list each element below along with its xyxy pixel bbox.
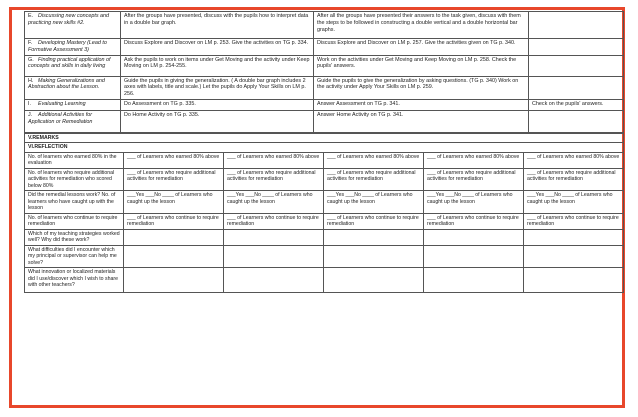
reflection-cell[interactable]: ___Yes ___No ____ of Learners who caught up the lesson — [524, 191, 624, 214]
reflection-question: No. of learners who earned 80% in the evaluation — [25, 152, 124, 168]
procedure-cell-c2: Answer Assessment on TG p. 341. — [314, 99, 529, 110]
reflection-cell[interactable]: ___ of Learners who continue to require remediation — [324, 213, 424, 229]
reflection-cell[interactable]: ___ of Learners who continue to require remediation — [224, 213, 324, 229]
reflection-row — [25, 168, 624, 191]
procedure-cell-c2: After all the groups have presented their answers to the task given, discuss with them the steps to be followed in constructing a double vertical and a double horizontal bar graphs. — [314, 12, 529, 39]
procedure-label — [25, 39, 121, 56]
procedure-cell-c3 — [529, 110, 624, 132]
reflection-cell[interactable]: ___ of Learners who continue to require remediation — [124, 213, 224, 229]
procedure-row — [25, 99, 624, 110]
procedure-cell-c3 — [529, 55, 624, 76]
procedure-label-text: Additional Activities for Application or Remediation — [28, 111, 93, 125]
reflection-cell[interactable] — [524, 245, 624, 268]
procedure-cell-c3 — [529, 39, 624, 56]
reflection-row — [25, 268, 624, 293]
reflection-heading: VI.REFLECTION — [25, 143, 624, 153]
reflection-cell[interactable] — [424, 229, 524, 245]
reflection-heading-row — [25, 143, 624, 153]
reflection-cell[interactable] — [224, 245, 324, 268]
lesson-plan-content — [24, 11, 623, 293]
procedure-cell-c1: Discuss Explore and Discover on LM p. 253. Give the activities on TG p. 334. — [121, 39, 314, 56]
procedure-letter: J. — [28, 111, 33, 118]
reflection-cell[interactable] — [324, 268, 424, 293]
reflection-cell[interactable]: ___Yes ___No ____ of Learners who caught up the lesson — [324, 191, 424, 214]
reflection-question: What difficulties did I encounter which my principal or supervisor can help me solve? — [25, 245, 124, 268]
reflection-question: Which of my teaching strategies worked well? Why did these work? — [25, 229, 124, 245]
reflection-question: What innovation or localized materials did I use/discover which I wish to share with other teachers? — [25, 268, 124, 293]
procedure-label-text: Finding practical application of concepts and skills in daily living — [28, 56, 111, 70]
procedure-cell-c1: Ask the pupils to work on items under Get Moving and the activity under Keep Moving on LM p. 254-255. — [121, 55, 314, 76]
reflection-cell[interactable] — [524, 268, 624, 293]
procedure-cell-c3 — [529, 12, 624, 39]
reflection-cell[interactable]: ___ of Learners who require additional activities for remediation — [324, 168, 424, 191]
procedure-letter: H. — [28, 77, 34, 84]
reflection-cell[interactable]: ___ of Learners who require additional activities for remediation — [224, 168, 324, 191]
reflection-cell[interactable]: ___Yes ___No ____ of Learners who caught up the lesson — [224, 191, 324, 214]
procedure-letter: E. — [28, 13, 34, 19]
procedure-label — [25, 99, 121, 110]
reflection-row — [25, 229, 624, 245]
procedure-letter: G. — [28, 56, 34, 63]
reflection-question: Did the remedial lessons work? No. of learners who have caught up with the lesson — [25, 191, 124, 214]
procedure-row — [25, 76, 624, 99]
procedure-cell-c3: Check on the pupils' answers. — [529, 99, 624, 110]
reflection-cell[interactable] — [524, 229, 624, 245]
procedure-row — [25, 12, 624, 39]
procedure-label — [25, 110, 121, 132]
procedure-row — [25, 110, 624, 132]
reflection-cell[interactable]: ___ of Learners who require additional activities for remediation — [524, 168, 624, 191]
procedure-row — [25, 55, 624, 76]
reflection-cell[interactable]: ___Yes ___No ____ of Learners who caught up the lesson — [424, 191, 524, 214]
procedure-letter: I. — [28, 100, 31, 107]
remarks-row — [25, 133, 624, 143]
reflection-cell[interactable]: ___Yes ___No ____ of Learners who caught up the lesson — [124, 191, 224, 214]
reflection-cell[interactable]: ___ of Learners who earned 80% above — [424, 152, 524, 168]
procedure-label — [25, 55, 121, 76]
procedure-label-text: Evaluating Learning — [38, 100, 86, 107]
procedures-table — [24, 11, 624, 133]
reflection-cell[interactable]: ___ of Learners who earned 80% above — [124, 152, 224, 168]
reflection-cell[interactable]: ___ of Learners who continue to require remediation — [524, 213, 624, 229]
procedure-cell-c1: Do Assessment on TG p. 335. — [121, 99, 314, 110]
reflection-cell[interactable]: ___ of Learners who earned 80% above — [224, 152, 324, 168]
reflection-cell[interactable]: ___ of Learners who earned 80% above — [524, 152, 624, 168]
procedure-cell-c1: Do Home Activity on TG p. 335. — [121, 110, 314, 132]
reflection-cell[interactable]: ___ of Learners who require additional activities for remediation — [424, 168, 524, 191]
procedure-letter: F. — [28, 40, 33, 46]
reflection-cell[interactable] — [324, 245, 424, 268]
reflection-cell[interactable]: ___ of Learners who require additional activities for remediation — [124, 168, 224, 191]
remarks-heading: V.REMARKS — [25, 133, 624, 143]
procedure-cell-c1: After the groups have presented, discuss with the pupils how to interpret data in a double bar graph. — [121, 12, 314, 39]
procedure-row — [25, 39, 624, 56]
reflection-row — [25, 152, 624, 168]
procedure-label-text: Making Generalizations and Abstraction about the Lesson. — [28, 77, 105, 91]
procedure-label — [25, 76, 121, 99]
reflection-cell[interactable] — [124, 229, 224, 245]
procedure-cell-c2: Guide the pupils to give the generalization by asking questions. (TG p. 340) Work on the activity under Apply Your Skills on LM p. 259. — [314, 76, 529, 99]
procedure-cell-c1: Guide the pupils in giving the generalization. ( A double bar graph includes 2 axes with labels, title and scale.) Let the pupils do Apply Your Skills on LM p. 256. — [121, 76, 314, 99]
procedure-cell-c2: Discuss Explore and Discover on LM p. 257. Give the activities given on TG p. 340. — [314, 39, 529, 56]
reflection-row — [25, 191, 624, 214]
reflection-cell[interactable]: ___ of Learners who earned 80% above — [324, 152, 424, 168]
reflection-row — [25, 245, 624, 268]
page-frame — [9, 7, 625, 408]
reflection-cell[interactable] — [124, 245, 224, 268]
reflection-cell[interactable] — [224, 229, 324, 245]
procedure-label-text: Discussing new concepts and practicing new skills #2. — [28, 13, 110, 26]
procedure-cell-c2: Work on the activities under Get Moving and Keep Moving on LM p. 258. Check the pupils' answers. — [314, 55, 529, 76]
procedure-label — [25, 12, 121, 39]
reflection-cell[interactable]: ___ of Learners who continue to require remediation — [424, 213, 524, 229]
procedure-cell-c2: Answer Home Activity on TG p. 341. — [314, 110, 529, 132]
reflection-cell[interactable] — [324, 229, 424, 245]
reflection-cell[interactable] — [424, 245, 524, 268]
reflection-question: No. of learners who continue to require remediation — [25, 213, 124, 229]
reflection-row — [25, 213, 624, 229]
reflection-cell[interactable] — [424, 268, 524, 293]
reflection-cell[interactable] — [124, 268, 224, 293]
procedure-label-text: Developing Mastery (Lead to Formative Assessment 3) — [28, 40, 107, 53]
reflection-cell[interactable] — [224, 268, 324, 293]
procedure-cell-c3 — [529, 76, 624, 99]
reflection-table — [24, 133, 624, 294]
reflection-question: No. of learners who require additional activities for remediation who scored below 80% — [25, 168, 124, 191]
